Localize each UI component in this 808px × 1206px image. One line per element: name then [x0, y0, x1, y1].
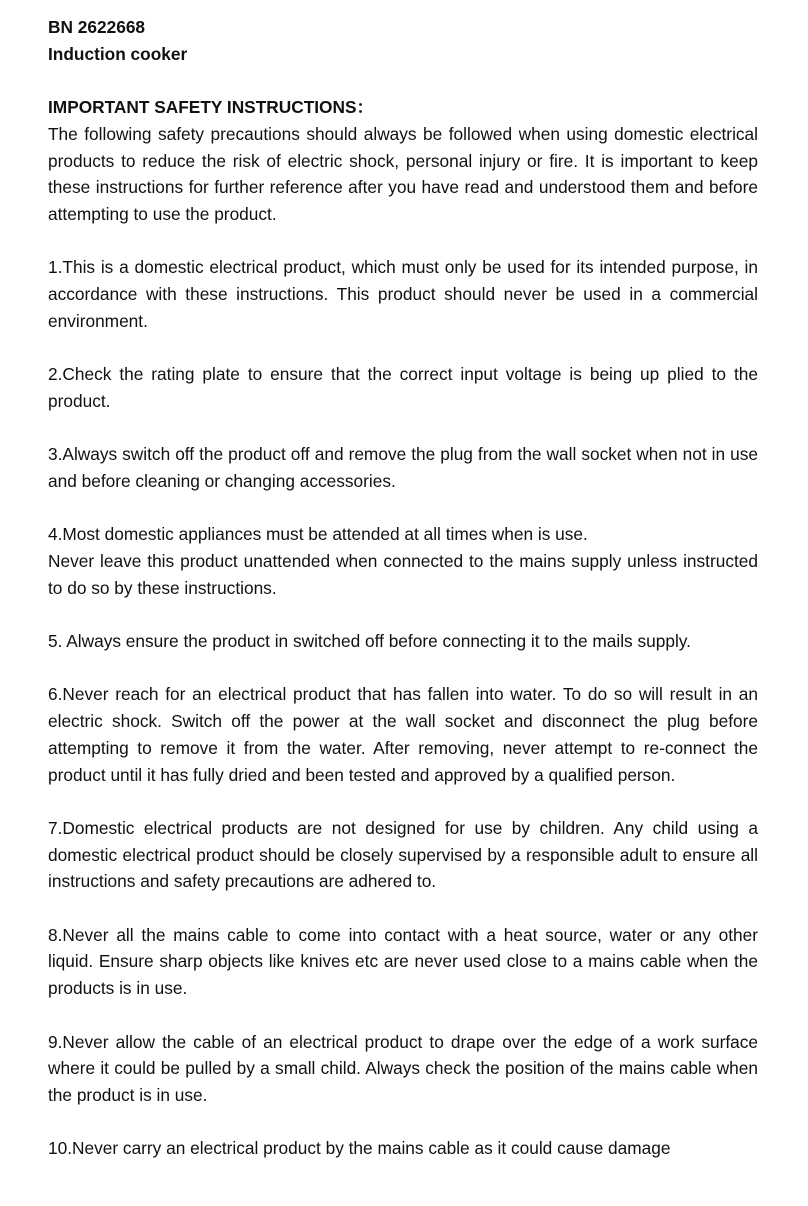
instruction-item-1: 1.This is a domestic electrical product, which must only be used for its intended purpose, in accordance with these instructions. This product should never be used in a commercial environment.	[48, 257, 758, 331]
instruction-item-8: 8.Never all the mains cable to come into contact with a heat source, water or any other liquid. Ensure sharp objects like knives etc are never used close to a mains cable when the products is in use.	[48, 924, 758, 999]
spacer	[48, 655, 758, 682]
spacer	[48, 334, 758, 361]
instruction-item-4-continued: Never leave this product unattended when connected to the mains supply unless instructed to do so by these instructions.	[48, 550, 758, 598]
instruction-item-3: 3.Always switch off the product off and remove the plug from the wall socket when not in use and before cleaning or changing accessories.	[48, 444, 758, 491]
instruction-item-2: 2.Check the rating plate to ensure that the correct input voltage is being up plied to the product.	[48, 364, 758, 411]
spacer	[48, 1002, 758, 1029]
instruction-item-7: 7.Domestic electrical products are not designed for use by children. Any child using a domestic electrical product should be closely supervised by a responsible adult to ensure all instructions and safety precautions are adhered to.	[48, 817, 758, 892]
product-name: Induction cooker	[48, 43, 188, 64]
model-number: BN 2622668	[48, 17, 146, 37]
spacer	[48, 415, 758, 442]
instruction-item-4: 4.Most domestic appliances must be attended at all times when is use.	[48, 524, 588, 545]
spacer	[48, 495, 758, 522]
safety-heading: IMPORTANT SAFETY INSTRUCTIONS：	[48, 97, 374, 118]
instruction-item-9: 9.Never allow the cable of an electrical product to drape over the edge of a work surface where it could be pulled by a small child. Always check the position of the mains cable when the product is in use.	[48, 1031, 758, 1105]
spacer	[48, 228, 758, 255]
spacer	[48, 1109, 758, 1136]
spacer	[48, 601, 758, 628]
spacer	[48, 67, 758, 94]
spacer	[48, 895, 758, 922]
instruction-item-6: 6.Never reach for an electrical product that has fallen into water. To do so will result in an electric shock. Switch off the power at the wall socket and disconnect the plug before attempting to remove it from the water. After removing, never attempt to re-connect the product until it has fully dried and been tested and approved by a qualified person.	[48, 684, 758, 785]
spacer	[48, 788, 758, 815]
instruction-item-10: 10.Never carry an electrical product by the mains cable as it could cause damage	[48, 1138, 671, 1159]
safety-intro: The following safety precautions should always be followed when using domestic electrical products to reduce the risk of electric shock, personal injury or fire. It is important to keep these instructions for further reference after you have read and understood them and before attempting to use the product.	[48, 123, 758, 224]
instruction-item-5: 5. Always ensure the product in switched off before connecting it to the mails supply.	[48, 631, 691, 652]
document-page	[48, 14, 758, 1162]
